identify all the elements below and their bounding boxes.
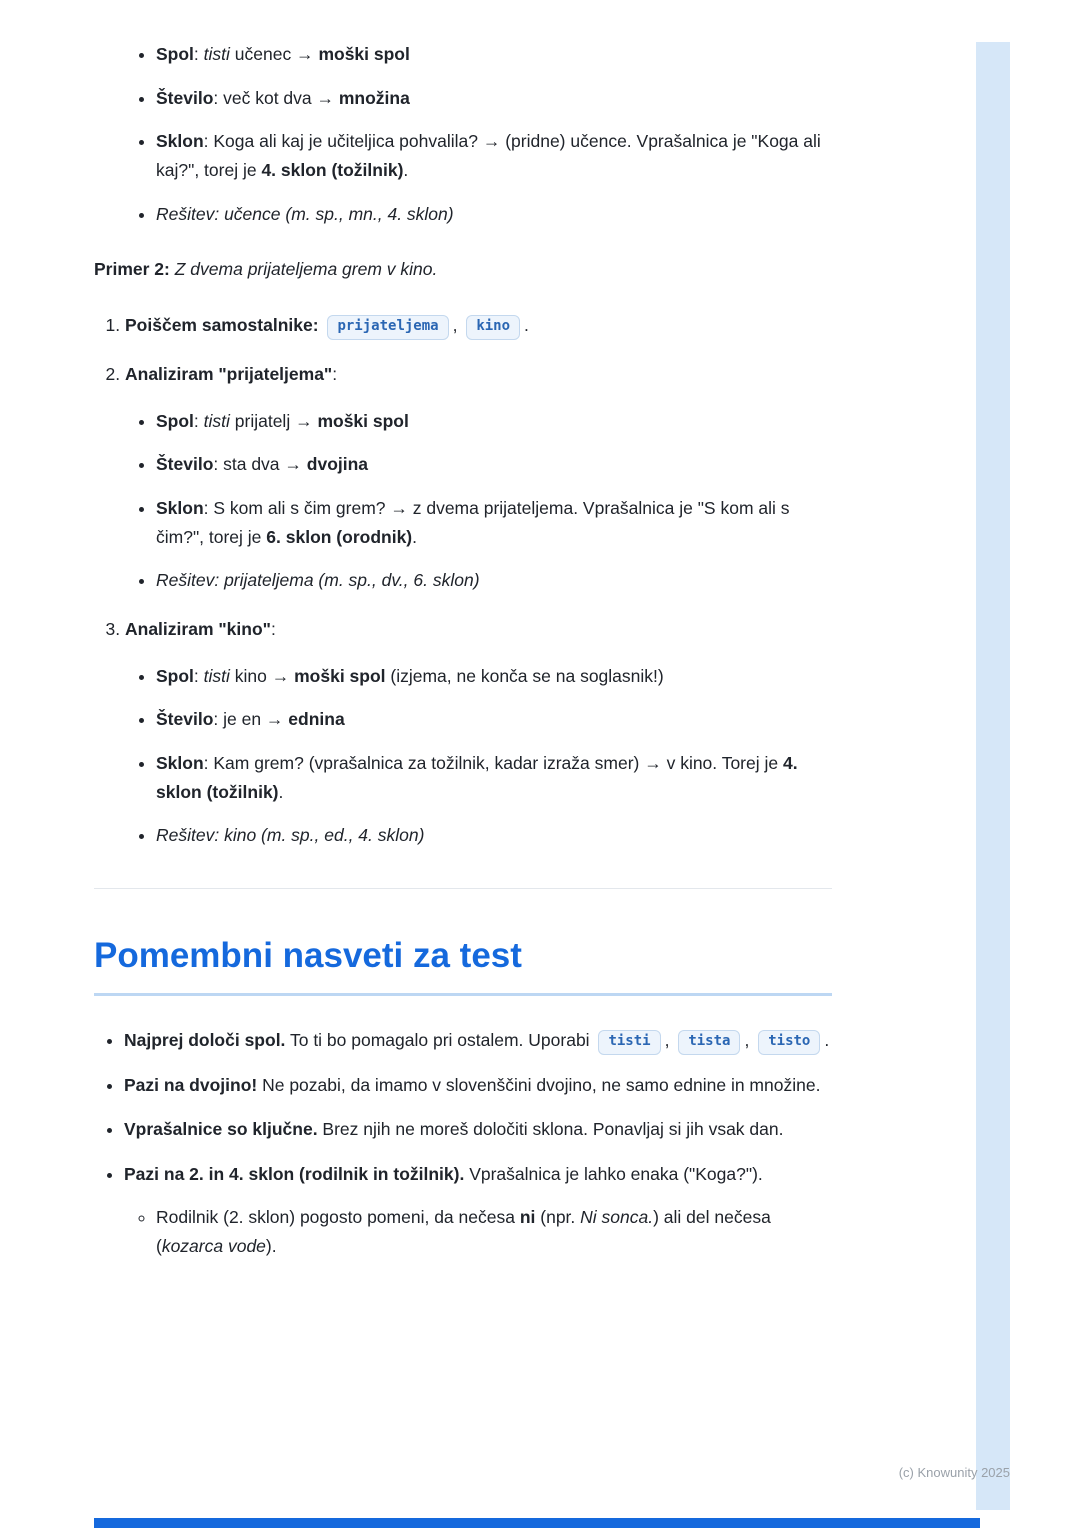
list-item (125, 311, 832, 340)
text-run: Sklon (156, 131, 204, 152)
bullet-list (125, 407, 832, 595)
text-run: ). (265, 1235, 277, 1256)
text-run: Rešitev: kino (m. sp., ed., 4. sklon) (156, 825, 425, 846)
list-item (156, 705, 832, 734)
text-run: moški spol (317, 410, 409, 431)
text-run: moški spol (318, 44, 410, 64)
list-item (156, 40, 832, 69)
list-item (124, 1071, 832, 1100)
primer1-analysis-list (94, 40, 832, 228)
text-run: . (403, 160, 409, 181)
text-run: dvojina (306, 454, 369, 475)
page-edge-strip (976, 42, 1010, 1510)
list-item (156, 200, 832, 229)
text-run: : (332, 363, 338, 384)
text-run: tisti (203, 44, 230, 64)
text-run: : Koga ali kaj je učiteljica pohvalila? → (pridne) učence. Vprašalnica je "Koga ali kaj?", torej je (156, 131, 821, 181)
text-run: kozarca vode (161, 1235, 266, 1256)
list-item (125, 615, 832, 850)
text-run: Spol (156, 44, 194, 64)
list-item (125, 360, 832, 595)
text-run: : več kot dva → (213, 87, 339, 108)
text-run: Spol (156, 410, 194, 431)
text-run: Število (156, 87, 214, 108)
text-run: : S kom ali s čim grem? → z dvema prijateljema. Vprašalnica je "S kom ali s čim?", torej je (156, 497, 790, 547)
text-run: (izjema, ne konča se na soglasnik!) (385, 665, 664, 686)
list-item (156, 407, 832, 436)
text-run: , (744, 1030, 755, 1051)
copyright-footer: (c) Knowunity 2025 (898, 1465, 1010, 1480)
text-run: Vprašalnica je lahko enaka ("Koga?"). (464, 1164, 763, 1185)
text-run: Primer 2: (94, 259, 170, 280)
text-run: . (278, 781, 284, 802)
inline-code: kino (466, 315, 520, 340)
primer2-steps (94, 311, 832, 850)
text-run: Pazi na dvojino! (124, 1074, 258, 1095)
text-run: Rešitev: prijateljema (m. sp., dv., 6. sklon) (156, 570, 480, 591)
list-item (156, 84, 832, 113)
text-run: Vprašalnice so ključne. (124, 1119, 318, 1140)
bullet-list (125, 662, 832, 850)
text-run: Poiščem samostalnike: (125, 315, 319, 336)
text-run: Sklon (156, 753, 204, 773)
list-item (156, 749, 832, 806)
text-run: Pazi na 2. in 4. sklon (rodilnik in tožilnik). (124, 1164, 465, 1185)
text-run: ednina (288, 709, 345, 730)
inline-code: tisto (758, 1030, 820, 1055)
list-item (156, 494, 832, 551)
inline-code: tisti (598, 1030, 660, 1055)
text-run: . (524, 315, 529, 336)
text-run: . (824, 1030, 830, 1051)
list-item (156, 450, 832, 479)
text-run: , (664, 1030, 675, 1051)
text-run: Število (156, 454, 214, 475)
text-run: Ne pozabi, da imamo v slovenščini dvojino, ne samo ednine in množine. (257, 1074, 821, 1095)
inline-code: tista (678, 1030, 740, 1055)
text-run: 6. sklon (orodnik) (266, 526, 413, 547)
text-run: tisti (203, 665, 230, 686)
text-run: ) ali del nečesa ( (156, 1206, 771, 1256)
text-run: Najprej določi spol. (124, 1030, 286, 1051)
bullet-list (124, 1203, 832, 1260)
text-run: Analiziram "kino" (125, 618, 271, 639)
text-run: tisti (203, 410, 230, 431)
list-item (156, 127, 832, 184)
text-run: Rodilnik (2. sklon) pogosto pomeni, da nečesa (156, 1206, 520, 1227)
primer2-intro (94, 255, 832, 284)
list-item (156, 1203, 832, 1260)
text-run: : (193, 410, 204, 431)
text-run: : (270, 618, 276, 639)
text-run: , (452, 315, 463, 336)
text-run: moški spol (294, 665, 386, 686)
next-section-banner (94, 1518, 980, 1528)
list-item (124, 1160, 832, 1260)
text-run: Število (156, 709, 214, 730)
section-divider (94, 888, 832, 889)
text-run: Z dvema prijateljema grem v kino. (174, 259, 438, 280)
text-run: : (193, 665, 204, 686)
inline-code: prijateljema (327, 315, 448, 340)
text-run: Sklon (156, 497, 204, 518)
text-run: kino → (229, 665, 295, 686)
list-item (156, 566, 832, 595)
text-run: množina (338, 87, 410, 108)
list-item (124, 1115, 832, 1144)
text-run: (npr. (535, 1206, 581, 1227)
text-run: Spol (156, 665, 194, 686)
text-run: . (412, 526, 418, 547)
text-run: 4. sklon (tožilnik) (156, 753, 798, 802)
text-run: : je en → (213, 709, 289, 730)
section-heading: Pomembni nasveti za test (94, 935, 832, 996)
text-run: To ti bo pomagalo pri ostalem. Uporabi (285, 1030, 595, 1051)
text-run: Brez njih ne moreš določiti sklona. Ponavljaj si jih vsak dan. (317, 1119, 784, 1140)
list-item (156, 821, 832, 850)
text-run: Rešitev: učence (m. sp., mn., 4. sklon) (156, 203, 454, 224)
text-run: : sta dva → (213, 454, 307, 475)
text-run: Analiziram "prijateljema" (125, 363, 333, 384)
text-run: prijatelj → (229, 410, 318, 431)
text-run: Ni sonca. (580, 1206, 654, 1227)
text-run (319, 315, 324, 335)
text-run: : Kam grem? (vprašalnica za tožilnik, kadar izraža smer) → v kino. Torej je (203, 753, 783, 773)
text-run: 4. sklon (tožilnik) (261, 160, 404, 181)
text-run: učenec → (229, 44, 319, 64)
list-item (156, 662, 832, 691)
document-content (94, 40, 832, 1276)
text-run: : (193, 44, 204, 64)
list-item (124, 1026, 832, 1055)
text-run: ni (519, 1206, 536, 1227)
tips-list (94, 1026, 832, 1260)
